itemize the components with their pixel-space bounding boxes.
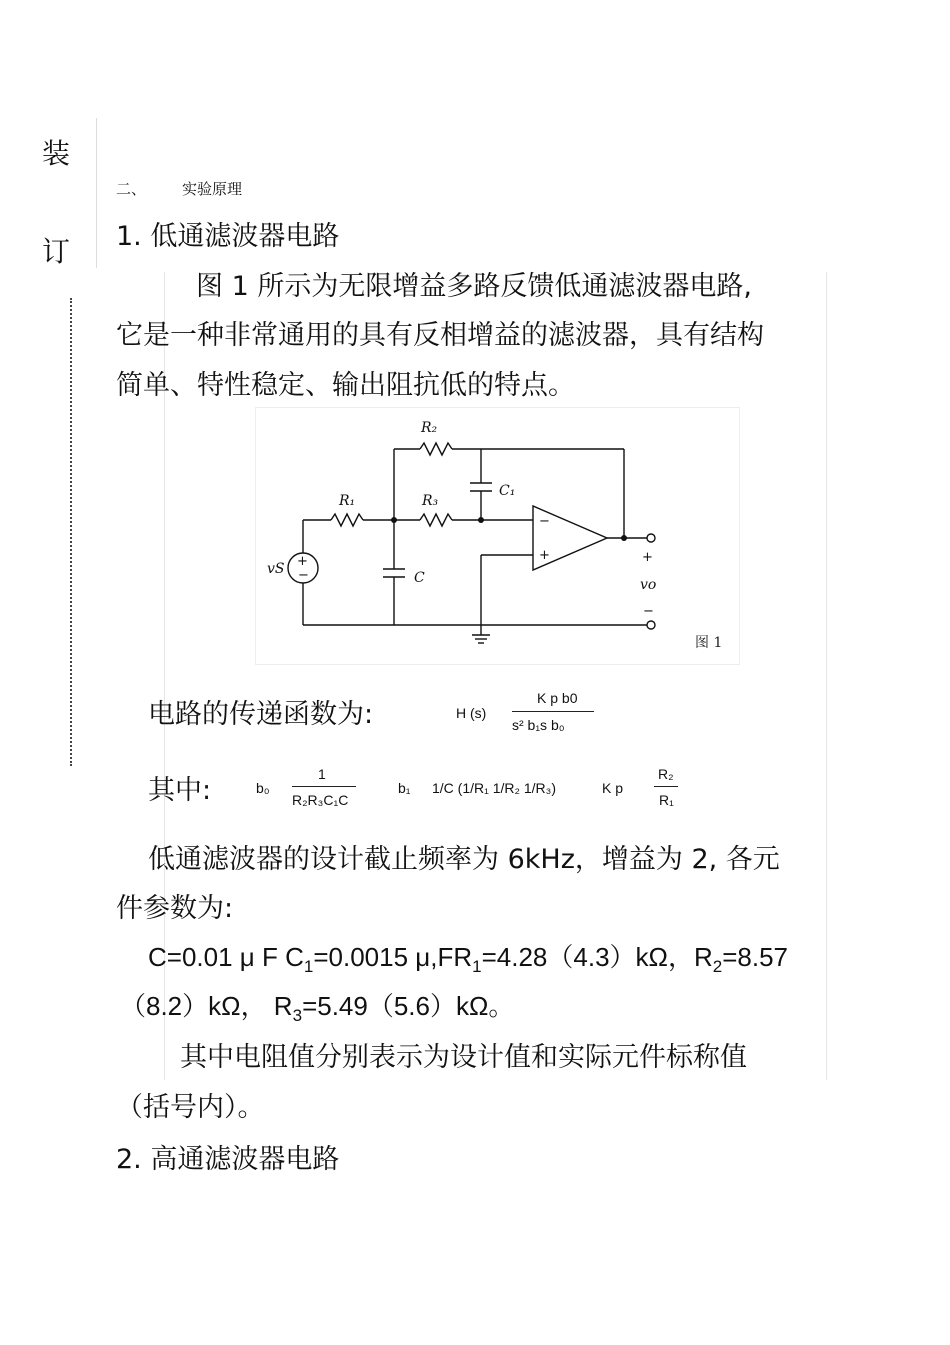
where-label: 其中: (148, 775, 212, 806)
b0-symbol: b₀ (256, 780, 270, 796)
params-line2: （8.2）kΩ， $R_3=5.49(5.6)k\Omega$。 (120, 991, 515, 1026)
note-line2: （括号内）。 (116, 1092, 265, 1123)
figure-caption: 图 1 (695, 635, 723, 651)
params-line1: C=0.01 μ F $C_1=0.0015$ $\mu,FR_1=4.28(4.3)k\Omega$，$R_2=8.57$ (148, 942, 789, 977)
label-r1: R₁ (339, 493, 356, 509)
transfer-lhs: H (s) (456, 705, 487, 721)
design-line2: 件参数为: (116, 893, 234, 924)
note-line1: 其中电阻值分别表示为设计值和实际元件标称值 (180, 1042, 747, 1073)
output-minus: − (643, 604, 654, 619)
opamp-plus: + (539, 548, 550, 563)
transfer-fraction-bar (512, 711, 594, 712)
param-c: C=0.01 μ F C (148, 942, 304, 972)
param-r2: =8.57 (722, 942, 789, 972)
transfer-numerator: K p b0 (537, 690, 578, 706)
label-vo: vo (640, 577, 657, 593)
kp-denominator: R₁ (659, 792, 674, 808)
frame-right (826, 272, 827, 1080)
b0-denominator: R₂R₃C₁C (292, 792, 349, 808)
kp-fraction-bar (654, 786, 678, 787)
param-r1: =4.28（4.3）kΩ，R (481, 942, 713, 972)
margin-line (96, 118, 97, 268)
design-line1: 低通滤波器的设计截止频率为 6kHz，增益为 2, 各元 (148, 844, 780, 875)
transfer-label: 电路的传递函数为: (148, 699, 374, 730)
b1-expression: 1/C (1/R₁ 1/R₂ 1/R₃) (432, 780, 556, 796)
kp-symbol: K p (602, 780, 624, 796)
source-minus: − (298, 568, 309, 583)
label-r2: R₂ (421, 420, 438, 436)
output-plus: + (642, 550, 653, 565)
source-plus: + (297, 554, 308, 569)
binding-dotted-line (70, 298, 72, 766)
b0-fraction-bar (292, 786, 356, 787)
transfer-denominator: s² b₁s b₀ (512, 717, 565, 733)
kp-numerator: R₂ (658, 766, 674, 782)
b0-numerator: 1 (318, 766, 326, 782)
heading-highpass: 2. 高通滤波器电路 (116, 1144, 340, 1175)
section-number: 二、 (116, 180, 147, 198)
para1-line3: 简单、特性稳定、输出阻抗低的特点。 (116, 370, 575, 401)
b1-symbol: b₁ (398, 780, 411, 796)
binding-char-zhuang: 装 (42, 137, 71, 170)
binding-char-ding: 订 (42, 235, 71, 268)
param-c1: =0.0015 μ,FR (313, 942, 473, 972)
section-title: 实验原理 (182, 180, 243, 198)
label-vs: vS (267, 561, 285, 577)
para1-line2: 它是一种非常通用的具有反相增益的滤波器，具有结构 (116, 320, 764, 351)
heading-lowpass: 1. 低通滤波器电路 (116, 221, 340, 252)
param-r2-nominal: （8.2）kΩ， R (120, 991, 293, 1021)
circuit-diagram (255, 407, 740, 665)
opamp-minus: − (539, 514, 550, 529)
label-c: C (414, 570, 425, 586)
para1-line1: 图 1 所示为无限增益多路反馈低通滤波器电路, (196, 271, 752, 302)
label-c1: C₁ (499, 483, 516, 499)
param-r3: =5.49（5.6）kΩ。 (302, 991, 515, 1021)
label-r3: R₃ (422, 493, 439, 509)
